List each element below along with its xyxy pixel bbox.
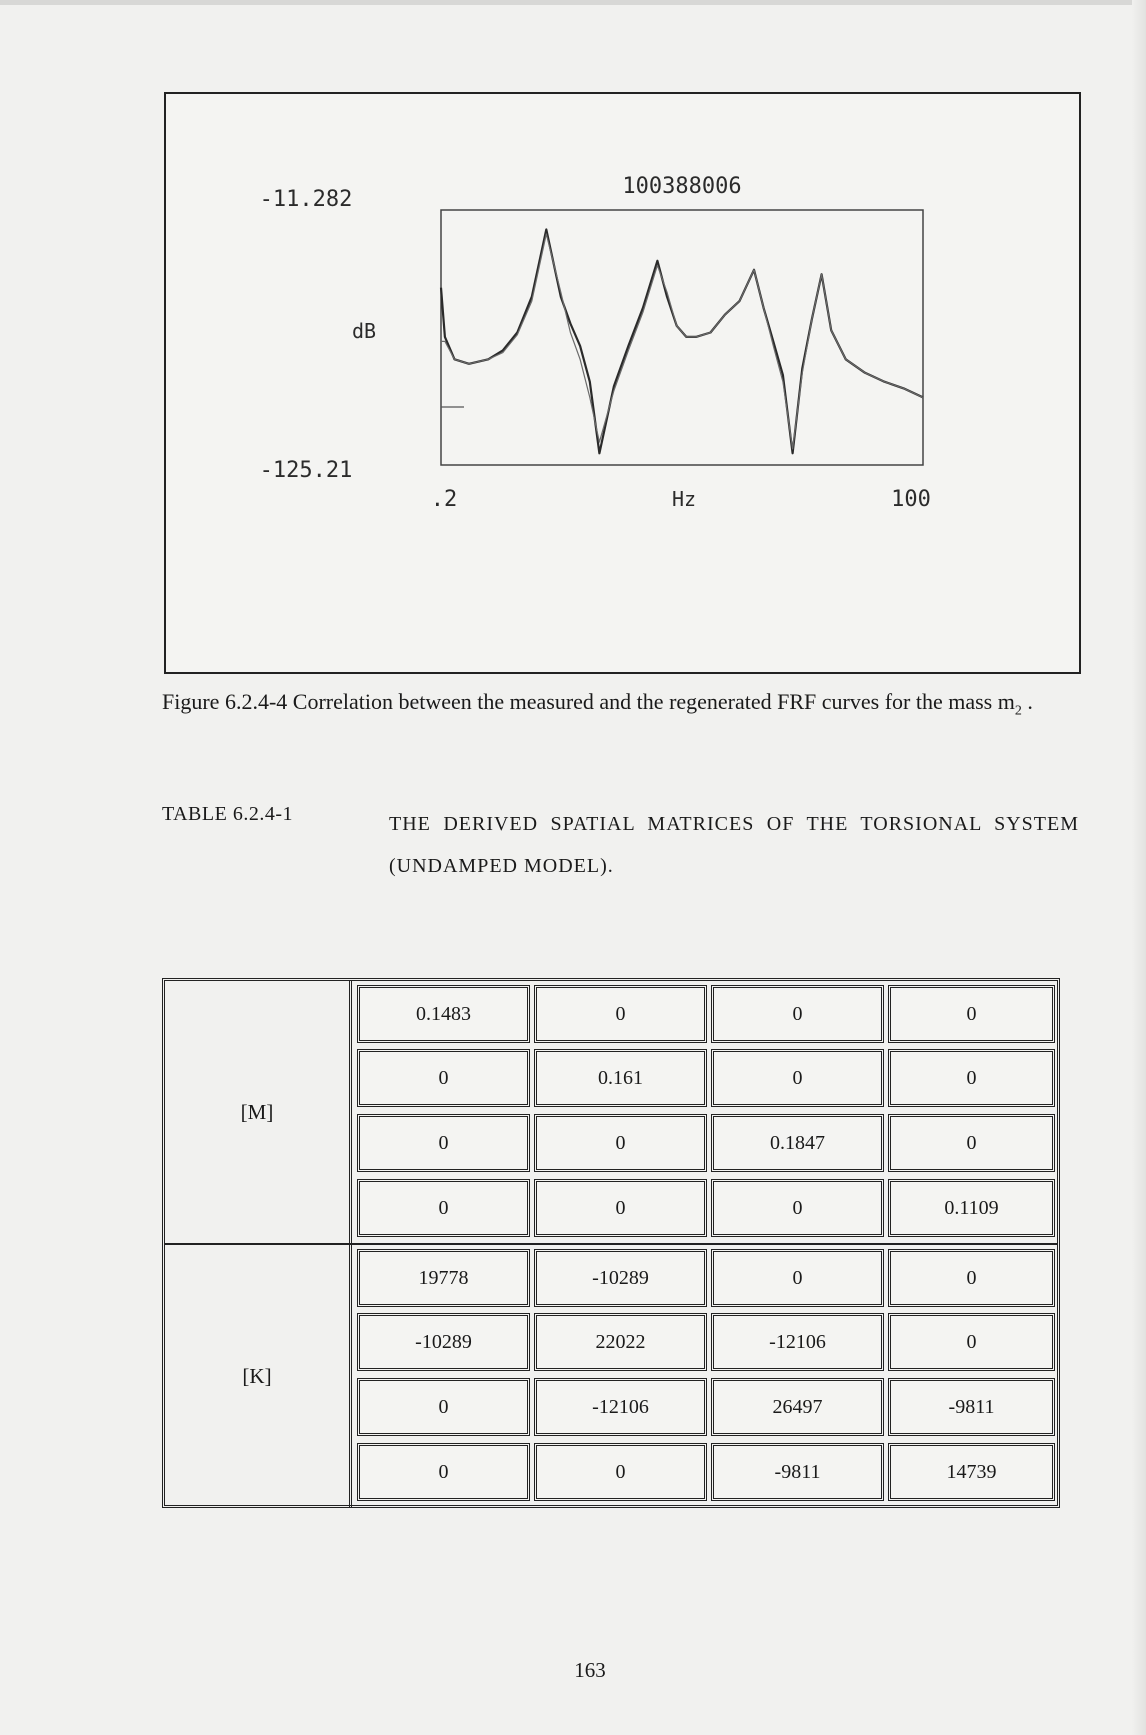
spatial-matrices-table: [162, 978, 1060, 1508]
matrix-cell: 26497: [711, 1378, 884, 1436]
matrix-cell: 0: [888, 1313, 1055, 1371]
matrix-cell: 0: [888, 1049, 1055, 1107]
matrix-cell: -9811: [888, 1378, 1055, 1436]
matrix-cell: 0: [534, 1179, 707, 1237]
measured-frf-curve: [441, 230, 923, 454]
x-min-label: .2: [430, 487, 458, 512]
matrix-cell: 0: [888, 985, 1055, 1043]
matrix-cell: -9811: [711, 1443, 884, 1501]
matrix-cell: -10289: [534, 1249, 707, 1307]
caption-subscript: 2: [1014, 703, 1022, 719]
page-edge: [0, 0, 1146, 5]
matrix-cell: 0: [534, 1114, 707, 1172]
matrix-cell: 14739: [888, 1443, 1055, 1501]
matrix-cell: 0: [888, 1249, 1055, 1307]
matrix-cell: 0: [711, 1249, 884, 1307]
caption-suffix: .: [1021, 689, 1033, 714]
table-number: TABLE 6.2.4-1: [162, 803, 293, 825]
matrix-cell: 0: [357, 1378, 530, 1436]
y-min-label: -125.21: [259, 458, 353, 483]
figure-caption: [162, 687, 1092, 726]
frf-plot: [166, 94, 1079, 672]
matrix-cell: -12106: [534, 1378, 707, 1436]
matrix-cell: 19778: [357, 1249, 530, 1307]
matrix-cell: -12106: [711, 1313, 884, 1371]
y-unit-label: dB: [351, 319, 377, 343]
y-max-label: -11.282: [259, 187, 353, 212]
matrix-cell: 0: [357, 1049, 530, 1107]
x-max-label: 100: [891, 487, 931, 512]
matrix-label-k: [K]: [165, 1245, 352, 1507]
mass-matrix-group: [165, 981, 1057, 1243]
matrix-cell: 0: [357, 1179, 530, 1237]
matrix-cell: 0: [888, 1114, 1055, 1172]
matrix-cell: 0: [357, 1114, 530, 1172]
caption-text: Figure 6.2.4-4 Correlation between the measured and the regenerated FRF curves for the mass m: [162, 689, 1015, 714]
table-title: THE DERIVED SPATIAL MATRICES OF THE TORSIONAL SYSTEM (UNDAMPED MODEL).: [389, 813, 1079, 877]
frf-series-layer: [441, 230, 923, 454]
matrix-cell: 0.1847: [711, 1114, 884, 1172]
plot-top-value: 100388006: [622, 174, 742, 199]
stiffness-matrix-group: [165, 1243, 1057, 1507]
matrix-cell: 0: [534, 985, 707, 1043]
figure-frame: [164, 92, 1081, 674]
matrix-cell: 0.1109: [888, 1179, 1055, 1237]
matrix-cell: 0: [711, 1049, 884, 1107]
regenerated-frf-curve: [441, 234, 923, 449]
matrix-cell: -10289: [357, 1313, 530, 1371]
matrix-cell: 0: [711, 985, 884, 1043]
matrix-cell: 0.161: [534, 1049, 707, 1107]
page-number: 163: [574, 1658, 606, 1682]
matrix-cell: 0: [711, 1179, 884, 1237]
matrix-cell: 0: [357, 1443, 530, 1501]
page-shadow: [1132, 0, 1146, 1735]
x-unit-label: Hz: [671, 487, 697, 511]
matrix-cell: 0.1483: [357, 985, 530, 1043]
matrix-cell: 22022: [534, 1313, 707, 1371]
matrix-cell: 0: [534, 1443, 707, 1501]
matrix-label-m: [M]: [165, 981, 352, 1243]
